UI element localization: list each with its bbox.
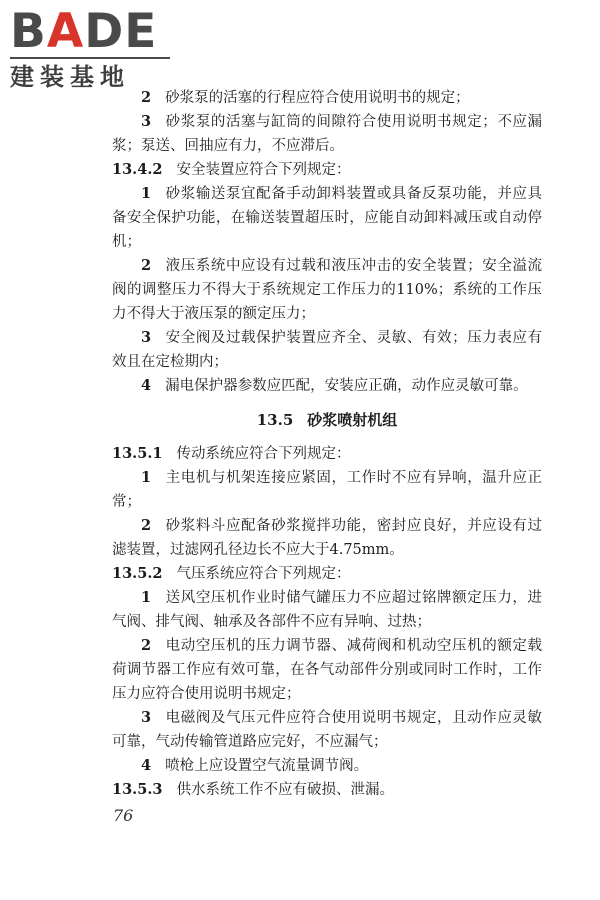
logo-wordmark: BADE bbox=[10, 4, 158, 59]
item-text: 液压系统中应设有过载和液压冲击的安全装置；安全溢流阀的调整压力不得大于系统规定工作压力的110%；系统的工作压力不得大于液压泵的额定压力； bbox=[112, 258, 542, 322]
logo-accent-letter: A bbox=[46, 4, 85, 59]
item-text: 砂浆泵的活塞的行程应符合使用说明书的规定； bbox=[165, 90, 470, 106]
list-item bbox=[112, 586, 542, 634]
document-body bbox=[112, 86, 542, 802]
clause-text: 安全装置应符合下列规定： bbox=[176, 162, 351, 178]
item-text: 送风空压机作业时储气罐压力不应超过铭牌额定压力，进气阀、排气阀、轴承及各部件不应有异响、过热； bbox=[112, 590, 542, 630]
clause-text: 气压系统应符合下列规定： bbox=[176, 566, 351, 582]
item-text: 安全阀及过载保护装置应齐全、灵敏、有效；压力表应有效且在定检期内； bbox=[112, 330, 542, 370]
item-text: 砂浆泵的活塞与缸筒的间隙符合使用说明书规定；不应漏浆；泵送、回抽应有力，不应滞后。 bbox=[112, 114, 542, 154]
item-text: 电磁阀及气压元件应符合使用说明书规定，且动作应灵敏可靠，气动传输管道路应完好，不应漏气； bbox=[112, 710, 542, 750]
item-number: 1 bbox=[141, 185, 152, 202]
list-item bbox=[112, 254, 542, 326]
clause-number: 13.5.2 bbox=[112, 565, 163, 582]
item-text: 砂浆料斗应配备砂浆搅拌功能，密封应良好，并应设有过滤装置，过滤网孔径边长不应大于4.75mm。 bbox=[112, 518, 542, 558]
item-text: 喷枪上应设置空气流量调节阀。 bbox=[165, 758, 369, 774]
item-number: 3 bbox=[141, 329, 152, 346]
list-item bbox=[112, 754, 542, 778]
clause-paragraph bbox=[112, 778, 542, 802]
item-number: 2 bbox=[141, 637, 152, 654]
item-number: 2 bbox=[141, 517, 152, 534]
page-number: 76 bbox=[113, 806, 134, 825]
item-number: 4 bbox=[141, 377, 152, 394]
item-number: 3 bbox=[141, 709, 152, 726]
brand-logo bbox=[10, 4, 185, 91]
clause-text: 传动系统应符合下列规定： bbox=[176, 446, 351, 462]
clause-number: 13.5.1 bbox=[112, 445, 163, 462]
item-text: 砂浆输送泵宜配备手动卸料装置或具备反泵功能，并应具备安全保护功能，在输送装置超压时，应能自动卸料减压或自动停机； bbox=[112, 186, 542, 250]
item-text: 漏电保护器参数应匹配，安装应正确，动作应灵敏可靠。 bbox=[165, 378, 528, 394]
item-number: 2 bbox=[141, 89, 152, 106]
item-text: 主电机与机架连接应紧固，工作时不应有异响，温升应正常； bbox=[112, 470, 542, 510]
item-number: 1 bbox=[141, 469, 152, 486]
list-item bbox=[112, 634, 542, 706]
list-item bbox=[112, 326, 542, 374]
clause-number: 13.5.3 bbox=[112, 781, 163, 798]
clause-paragraph bbox=[112, 158, 542, 182]
item-number: 3 bbox=[141, 113, 152, 130]
list-item bbox=[112, 466, 542, 514]
logo-subtitle: 建装基地 bbox=[10, 63, 130, 91]
clause-number: 13.4.2 bbox=[112, 161, 163, 178]
list-item bbox=[112, 86, 542, 110]
item-number: 4 bbox=[141, 757, 152, 774]
list-item bbox=[112, 514, 542, 562]
list-item bbox=[112, 182, 542, 254]
item-number: 1 bbox=[141, 589, 152, 606]
item-text: 电动空压机的压力调节器、减荷阀和机动空压机的额定载荷调节器工作应有效可靠，在各气动部件分别或同时工作时，工作压力应符合使用说明书规定； bbox=[112, 638, 542, 702]
clause-text: 供水系统工作不应有破损、泄漏。 bbox=[176, 782, 394, 798]
list-item bbox=[112, 706, 542, 754]
item-number: 2 bbox=[141, 257, 152, 274]
section-title: 砂浆喷射机组 bbox=[307, 411, 398, 429]
section-number: 13.5 bbox=[256, 411, 294, 429]
list-item bbox=[112, 110, 542, 158]
clause-paragraph bbox=[112, 562, 542, 586]
list-item bbox=[112, 374, 542, 398]
section-heading bbox=[112, 408, 542, 432]
clause-paragraph bbox=[112, 442, 542, 466]
